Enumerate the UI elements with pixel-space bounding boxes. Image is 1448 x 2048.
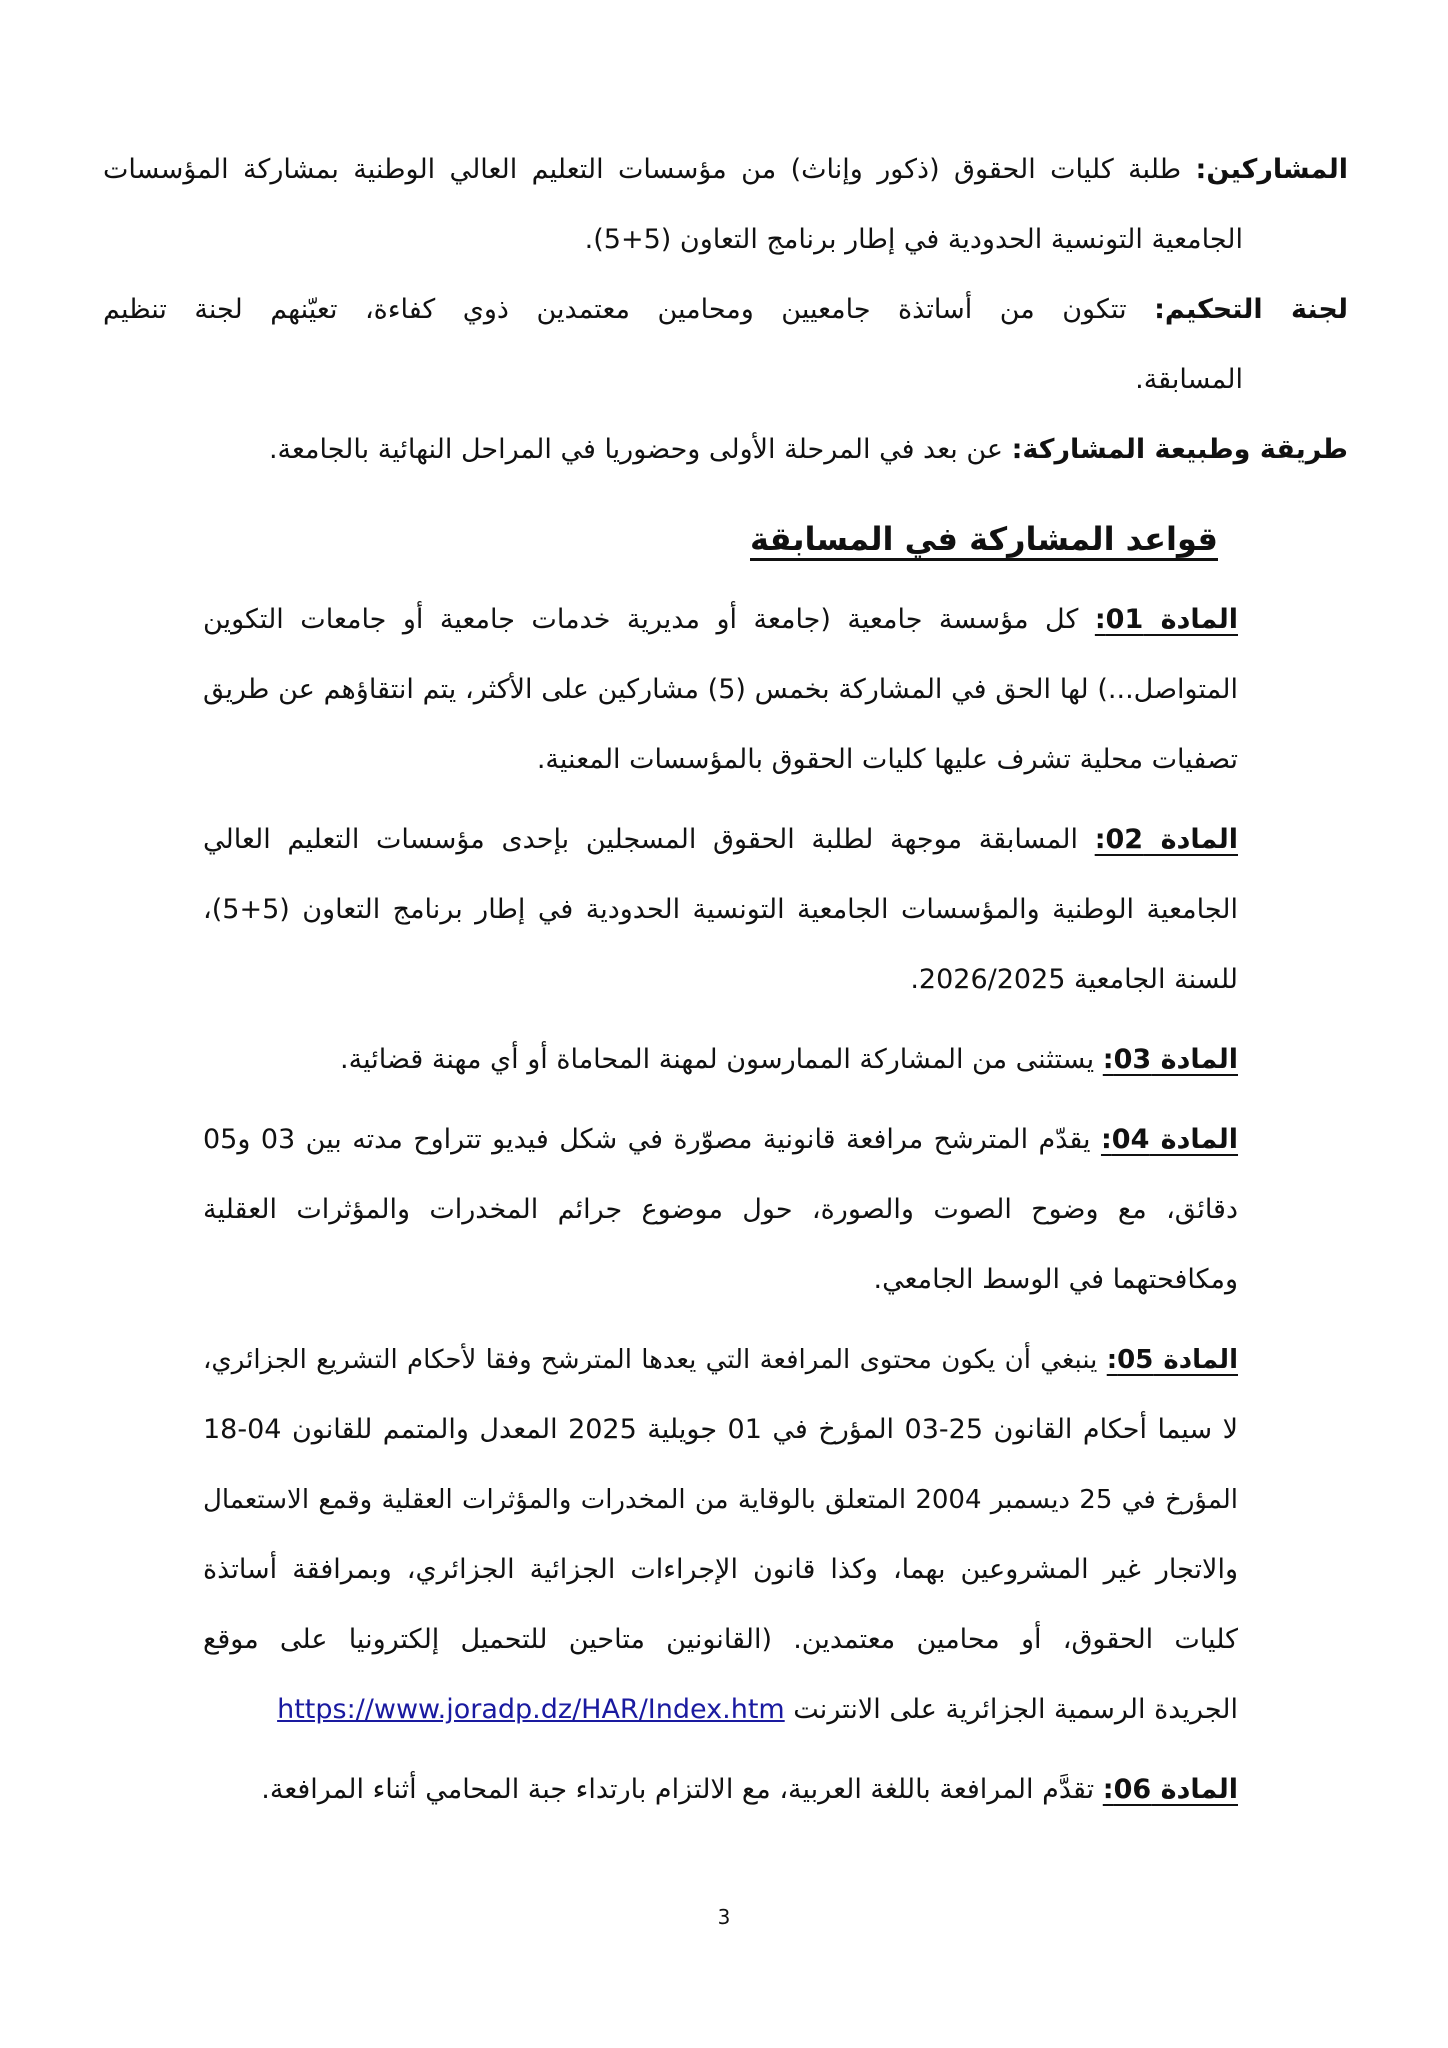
article-04-line-2: دقائق، مع وضوح الصوت والصورة، حول موضوع جرائم المخدرات والمؤثرات العقلية: [203, 1194, 1238, 1225]
article-05-line-5: كليات الحقوق، أو محامين معتمدين. (القانونين متاحين للتحميل إلكترونيا على موقع: [203, 1624, 1238, 1655]
article-06-label: المادة 06:: [1102, 1774, 1238, 1805]
article-05-text: ينبغي أن يكون محتوى المرافعة التي يعدها المترشح وفقا لأحكام التشريع الجزائري،: [203, 1345, 1098, 1375]
article-03-text: يستثنى من المشاركة الممارسون لمهنة المحاماة أو أي مهنة قضائية.: [340, 1044, 1095, 1075]
jury-paragraph-line-2: المسابقة.: [1135, 364, 1243, 395]
article-06-text: تقدَّم المرافعة باللغة العربية، مع الالتزام بارتداء جبة المحامي أثناء المرافعة.: [261, 1774, 1095, 1805]
article-05-line-6: [203, 1690, 1238, 1730]
article-02-text: المسابقة موجهة لطلبة الحقوق المسجلين بإحدى مؤسسات التعليم العالي: [203, 824, 1079, 855]
article-03-label: المادة 03:: [1102, 1044, 1238, 1075]
article-04-label: المادة 04:: [1100, 1124, 1239, 1155]
article-02-line-2: الجامعية الوطنية والمؤسسات الجامعية التونسية الحدودية في إطار برنامج التعاون (5+5)،: [203, 894, 1238, 925]
article-02-line-1: [203, 820, 1238, 860]
method-label: طريقة وطبيعة المشاركة:: [1011, 434, 1348, 465]
article-05-label: المادة 05:: [1106, 1345, 1238, 1375]
jury-text: تتكون من أساتذة جامعيين ومحامين معتمدين ذوي كفاءة، تعيّنهم لجنة تنظيم: [103, 294, 1127, 325]
article-05-line-4: والاتجار غير المشروعين بهما، وكذا قانون الإجراءات الجزائية الجزائري، وبمرافقة أساتذة: [203, 1554, 1238, 1585]
article-04-text: يقدّم المترشح مرافعة قانونية مصوّرة في شكل فيديو تتراوح مدته بين 03 و05: [203, 1124, 1091, 1155]
participants-label: المشاركين:: [1195, 154, 1348, 185]
article-01-line-1: [203, 600, 1238, 640]
article-01-line-3: تصفيات محلية تشرف عليها كليات الحقوق بالمؤسسات المعنية.: [536, 744, 1238, 775]
page-number: 3: [717, 1905, 731, 1929]
article-02-label: المادة 02:: [1094, 824, 1238, 855]
participants-paragraph-line-2: الجامعية التونسية الحدودية في إطار برنامج التعاون (5+5).: [584, 224, 1243, 255]
jury-label: لجنة التحكيم:: [1154, 294, 1348, 325]
article-05-line-2: لا سيما أحكام القانون 25-03 المؤرخ في 01 جويلية 2025 المعدل والمتمم للقانون 04-18: [203, 1414, 1238, 1445]
method-text: عن بعد في المرحلة الأولى وحضوريا في المراحل النهائية بالجامعة.: [268, 434, 1004, 465]
joradp-link[interactable]: https://www.joradp.dz/HAR/Index.htm: [277, 1694, 785, 1725]
article-01-line-2: المتواصل...) لها الحق في المشاركة بخمس (5) مشاركين على الأكثر، يتم انتقاؤهم عن طريق: [203, 674, 1238, 705]
jury-paragraph-line-1: [103, 290, 1348, 330]
article-02-line-3: للسنة الجامعية 2026/2025.: [910, 964, 1238, 995]
method-paragraph: [103, 430, 1348, 470]
article-04-line-3: ومكافحتهما في الوسط الجامعي.: [873, 1264, 1238, 1295]
participants-text: طلبة كليات الحقوق (ذكور وإناث) من مؤسسات التعليم العالي الوطنية بمشاركة المؤسسات: [103, 154, 1182, 185]
article-04-line-1: [203, 1120, 1238, 1160]
participants-paragraph-line-1: [103, 150, 1348, 190]
section-heading: قواعد المشاركة في المسابقة: [750, 520, 1218, 558]
article-03-line-1: [203, 1040, 1238, 1080]
article-06-line-1: [203, 1770, 1238, 1810]
article-01-label: المادة 01:: [1094, 604, 1238, 635]
article-01-text: كل مؤسسة جامعية (جامعة أو مديرية خدمات جامعية أو جامعات التكوين: [203, 604, 1079, 635]
article-05-line-3: المؤرخ في 25 ديسمبر 2004 المتعلق بالوقاية من المخدرات والمؤثرات العقلية وقمع الاستعمال: [203, 1485, 1238, 1515]
article-05-text-end: الجريدة الرسمية الجزائرية على الانترنت: [793, 1694, 1238, 1725]
article-05-line-1: [203, 1340, 1238, 1380]
